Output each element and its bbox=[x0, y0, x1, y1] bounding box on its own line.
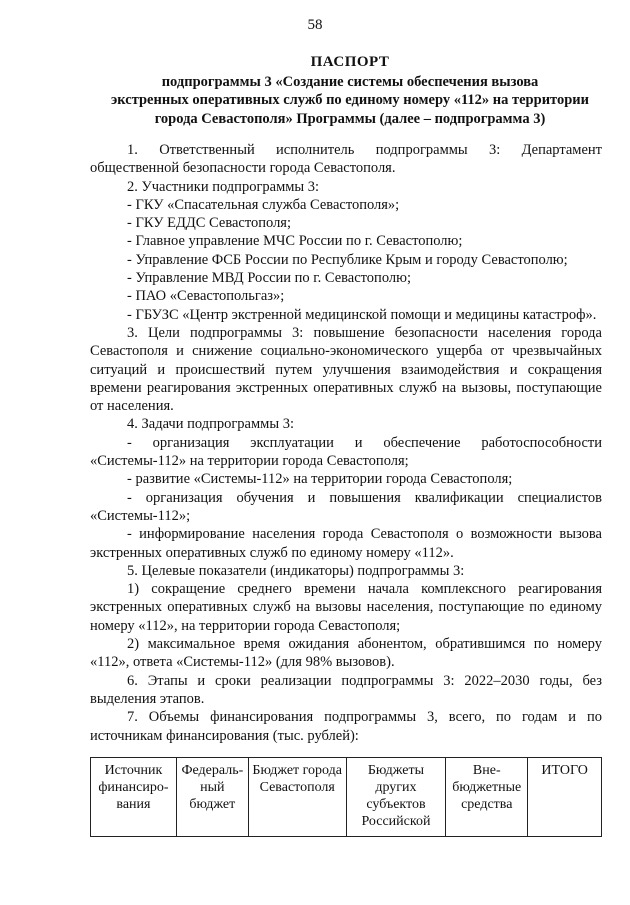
list-item: - ПАО «Севастопольгаз»; bbox=[127, 288, 285, 305]
list-item: - организация эксплуатации и обеспечение работоспособности «Системы-112» на территории города Севастополя; bbox=[90, 434, 602, 470]
paragraph-stages: 6. Этапы и сроки реализации подпрограммы 3: 2022–2030 годы, без выделения этапов. bbox=[90, 672, 602, 707]
header-line: города Севастополя» Программы (далее – подпрограмма 3) bbox=[154, 110, 546, 127]
list-item: 1) сокращение среднего времени начала комплексного реагирования экстренных оперативных служб на вызовы населения, поступающие по единому номеру «112», на территории города Севастополя; bbox=[90, 581, 602, 634]
list-item: - ГКУ «Спасательная служба Севастополя»; bbox=[127, 196, 400, 213]
list-item: - информирование населения города Севастополя о возможности вызова экстренных оперативных служб по единому номеру «112». bbox=[90, 526, 602, 561]
list-item: 2) максимальное время ожидания абонентом, обратившимся по номеру «112», ответа «Системы-112» (для 98% вызовов). bbox=[90, 636, 602, 671]
table-header-cell: Бюджет города Севастополя bbox=[248, 758, 346, 837]
table-header-cell: Вне-бюджетные средства bbox=[446, 758, 528, 837]
table-header-cell: Бюджеты других субъектов Российской bbox=[346, 758, 446, 837]
paragraph-participants: 2. Участники подпрограммы 3: bbox=[127, 178, 320, 195]
page-number: 58 bbox=[307, 17, 323, 33]
table-header-cell: Источник финансиро-вания bbox=[91, 758, 177, 837]
paragraph-indicators: 5. Целевые показатели (индикаторы) подпрограммы 3: bbox=[127, 562, 465, 579]
list-item: - Управление ФСБ России по Республике Крым и городу Севастополю; bbox=[127, 251, 568, 268]
paragraph-responsible-executor: 1. Ответственный исполнитель подпрограммы 3: Департамент общественной безопасности города Севастополя. bbox=[90, 142, 602, 177]
header-line: подпрограммы 3 «Создание системы обеспечения вызова bbox=[161, 73, 539, 90]
passport-header bbox=[90, 53, 610, 128]
passport-body bbox=[90, 141, 602, 745]
header-line: экстренных оперативных служб по единому номеру «112» на территории bbox=[111, 92, 589, 108]
table-header-cell: Федераль-ный бюджет bbox=[176, 758, 248, 837]
financing-table bbox=[90, 757, 602, 837]
list-item: - организация обучения и повышения квалификации специалистов «Системы-112»; bbox=[90, 489, 602, 524]
paragraph-financing: 7. Объемы финансирования подпрограммы 3, всего, по годам и по источникам финансирования (тыс. рублей): bbox=[90, 709, 602, 744]
table-header-cell: ИТОГО bbox=[528, 758, 602, 837]
list-item: - Главное управление МЧС России по г. Севастополю; bbox=[127, 233, 463, 250]
list-item: - развитие «Системы-112» на территории города Севастополя; bbox=[127, 471, 513, 488]
table-header-row bbox=[91, 758, 602, 837]
list-item: - ГБУЗС «Центр экстренной медицинской помощи и медицины катастроф». bbox=[127, 306, 597, 323]
list-item: - Управление МВД России по г. Севастополю; bbox=[127, 270, 411, 287]
paragraph-tasks: 4. Задачи подпрограммы 3: bbox=[127, 416, 294, 433]
paragraph-goals: 3. Цели подпрограммы 3: повышение безопасности населения города Севастополя и снижение социально-экономического ущерба от чрезвычайных ситуаций и происшествий путем улучшения взаимодействия и сокращения времени реагирования экстренных оперативных служб на вызовы, поступающие от населения. bbox=[90, 324, 602, 415]
passport-title: ПАСПОРТ bbox=[310, 54, 390, 70]
list-item: - ГКУ ЕДДС Севастополя; bbox=[127, 215, 292, 232]
